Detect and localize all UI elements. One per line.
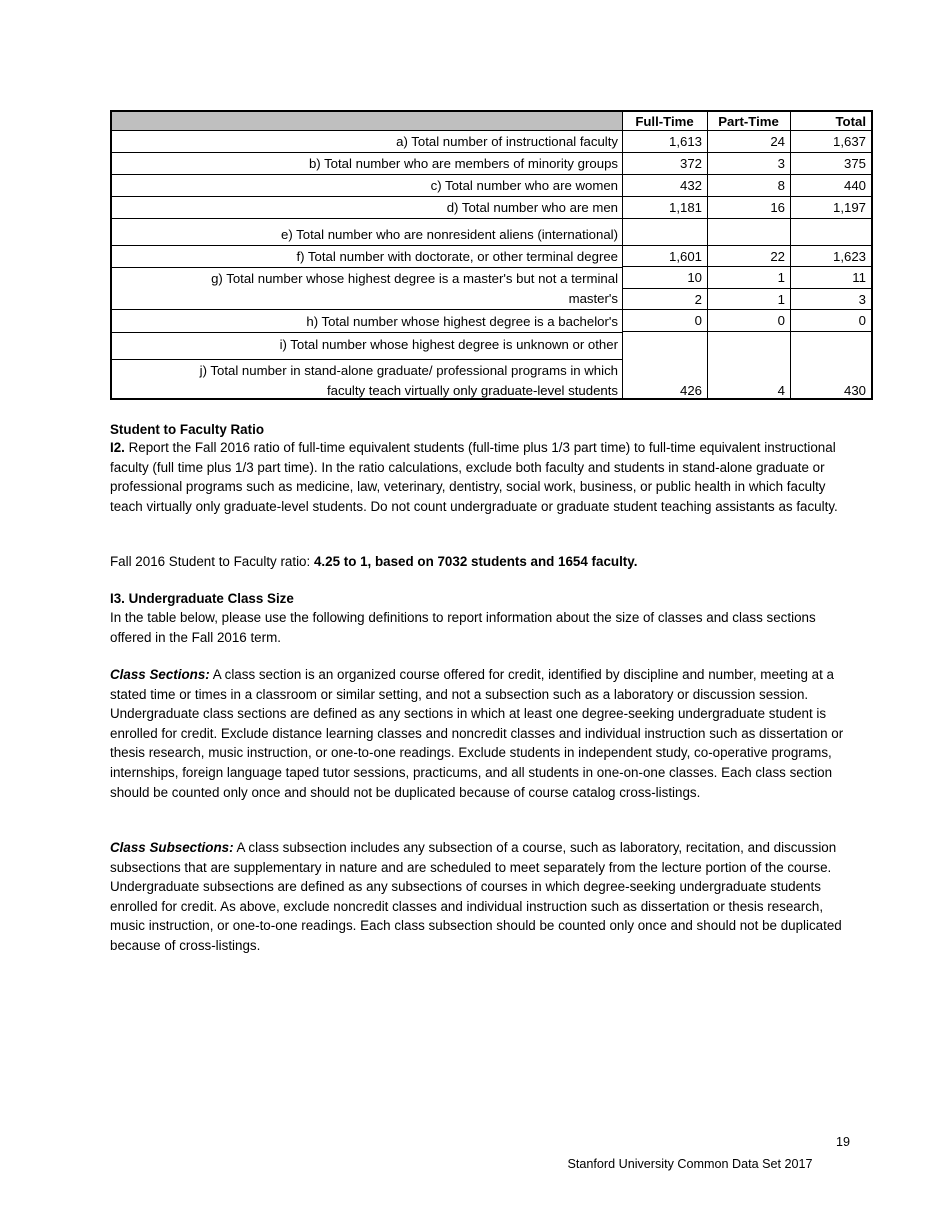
i3-body: In the table below, please use the following definitions to report information about the size of classes and class sections offered in the Fall 2016 term.: [110, 610, 816, 645]
row-label-g-line2: master's: [568, 291, 618, 306]
value-j-full-time: 426: [679, 383, 702, 398]
column-header-part-time: Part-Time: [718, 114, 779, 129]
class-sections-label: Class Sections:: [110, 667, 210, 682]
i3-heading: I3. Undergraduate Class Size: [110, 591, 294, 606]
row-label-f: f) Total number with doctorate, or other terminal degree: [296, 249, 618, 264]
class-sections-body: A class section is an organized course offered for credit, identified by discipline and number, meeting at a stated time or times in a classroom or similar setting, and not a subsection such as a laboratory or discussion session. Undergraduate class sections are defined as any sections in which at least one degree-seeking undergraduate student is enrolled for credit. Exclude distance learning classes and noncredit classes and individual instruction such as dissertation or thesis research, music instruction, or one-to-one readings. Exclude students in independent study, co-operative programs, internships, foreign language taped tutor sessions, practicums, and all students in one-on-one classes. Each class section should be counted only once and should not be duplicated because of course catalog cross-listings.: [110, 667, 844, 800]
row-sep-value-h: [622, 331, 871, 332]
value-f-full-time: 1,601: [668, 249, 702, 264]
class-subsections-paragraph: [110, 838, 860, 956]
value-c-full-time: 432: [679, 178, 702, 193]
row-label-d: d) Total number who are men: [446, 200, 618, 215]
value-g-part-time: 1: [777, 270, 785, 285]
value-b-total: 375: [843, 156, 866, 171]
value-f-part-time: 22: [770, 249, 785, 264]
value-d-full-time: 1,181: [668, 200, 702, 215]
value-h-total: 0: [858, 313, 866, 328]
row-sep-value-c: [622, 196, 871, 197]
class-subsections-label: Class Subsections:: [110, 840, 234, 855]
class-subsections-body: A class subsection includes any subsection of a course, such as laboratory, recitation, and discussion subsections that are supplementary in nature and are scheduled to meet separately from the lecture portion of the course. Undergraduate subsections are defined as any subsections of courses in which degree-seeking undergraduate students enrolled for credit. As above, exclude noncredit classes and individual instruction such as dissertation or thesis research, music instruction, or one-to-one readings. Each class subsection should be counted only once and should not be duplicated because of cross-listings.: [110, 840, 842, 953]
value-h-part-time: 0: [777, 313, 785, 328]
value-h-full-time: 0: [694, 313, 702, 328]
row-sep-value-g1: [622, 288, 871, 289]
row-sep-value-a: [622, 152, 871, 153]
value-b-full-time: 372: [679, 156, 702, 171]
row-sep-label-i: [110, 359, 622, 360]
table-border-right: [871, 110, 873, 400]
column-header-total: Total: [835, 114, 866, 129]
value-g2-full-time: 2: [694, 292, 702, 307]
column-header-full-time: Full-Time: [635, 114, 694, 129]
row-sep-label-f: [110, 267, 622, 268]
row-sep-value-b: [622, 174, 871, 175]
value-j-part-time: 4: [777, 383, 785, 398]
row-sep-value-e: [622, 245, 871, 246]
value-g2-part-time: 1: [777, 292, 785, 307]
row-label-j-line1: j) Total number in stand-alone graduate/ professional programs in which: [199, 363, 618, 378]
value-j-total: 430: [843, 383, 866, 398]
row-sep-value-header: [622, 130, 871, 131]
row-sep-label-c: [110, 196, 622, 197]
i2-body-text: Report the Fall 2016 ratio of full-time equivalent students (full-time plus 1/3 part time) to full-time equivalent instructional faculty (full time plus 1/3 part time). In the ratio calculations, exclude both faculty and students in stand-alone graduate or professional programs such as medicine, law, veterinary, dentistry, social work, business, or public health in which faculty teach virtually only graduate-level students. Do not count undergraduate or graduate student teaching assistants as faculty.: [110, 440, 838, 514]
row-label-c: c) Total number who are women: [430, 178, 618, 193]
value-g2-total: 3: [858, 292, 866, 307]
row-sep-label-h: [110, 332, 622, 333]
row-sep-label-g: [110, 309, 622, 310]
value-a-total: 1,637: [832, 134, 866, 149]
document-footer-title: Stanford University Common Data Set 2017: [567, 1157, 813, 1171]
row-label-h: h) Total number whose highest degree is a bachelor's: [306, 314, 618, 329]
ratio-result-value: 4.25 to 1, based on 7032 students and 1654 faculty.: [313, 554, 638, 569]
row-sep-label-a: [110, 152, 622, 153]
value-g-total: 11: [852, 270, 866, 285]
ratio-result-prefix: Fall 2016 Student to Faculty ratio:: [110, 554, 314, 569]
row-label-i: i) Total number whose highest degree is unknown or other: [279, 337, 618, 352]
row-label-a: a) Total number of instructional faculty: [396, 134, 618, 149]
value-c-total: 440: [843, 178, 866, 193]
value-b-part-time: 3: [777, 156, 785, 171]
value-a-part-time: 24: [770, 134, 785, 149]
row-sep-label-b: [110, 174, 622, 175]
value-d-part-time: 16: [770, 200, 785, 215]
row-label-g-line1: g) Total number whose highest degree is a master's but not a terminal: [211, 271, 618, 286]
row-label-j-line2: faculty teach virtually only graduate-level students: [326, 383, 618, 398]
row-sep-label-header: [110, 130, 622, 131]
value-g-full-time: 10: [687, 270, 702, 285]
row-label-b: b) Total number who are members of minority groups: [308, 156, 618, 171]
value-f-total: 1,623: [832, 249, 866, 264]
i2-marker: I2.: [110, 440, 125, 455]
class-sections-paragraph: [110, 665, 860, 802]
row-sep-value-g2: [622, 309, 871, 310]
table-border-left: [110, 110, 112, 400]
row-sep-label-e: [110, 245, 622, 246]
i2-paragraph: [110, 438, 855, 516]
instructional-faculty-table: [110, 110, 873, 400]
row-label-e: e) Total number who are nonresident aliens (international): [281, 227, 618, 242]
row-sep-label-d: [110, 218, 622, 219]
page-number: 19: [835, 1135, 850, 1149]
value-c-part-time: 8: [777, 178, 785, 193]
ratio-result-line: [110, 552, 870, 572]
value-a-full-time: 1,613: [668, 134, 702, 149]
row-sep-value-f: [622, 266, 871, 267]
value-d-total: 1,197: [832, 200, 866, 215]
student-faculty-ratio-heading: Student to Faculty Ratio: [110, 422, 264, 437]
row-sep-value-d: [622, 218, 871, 219]
header-fill-cell: [112, 112, 622, 130]
